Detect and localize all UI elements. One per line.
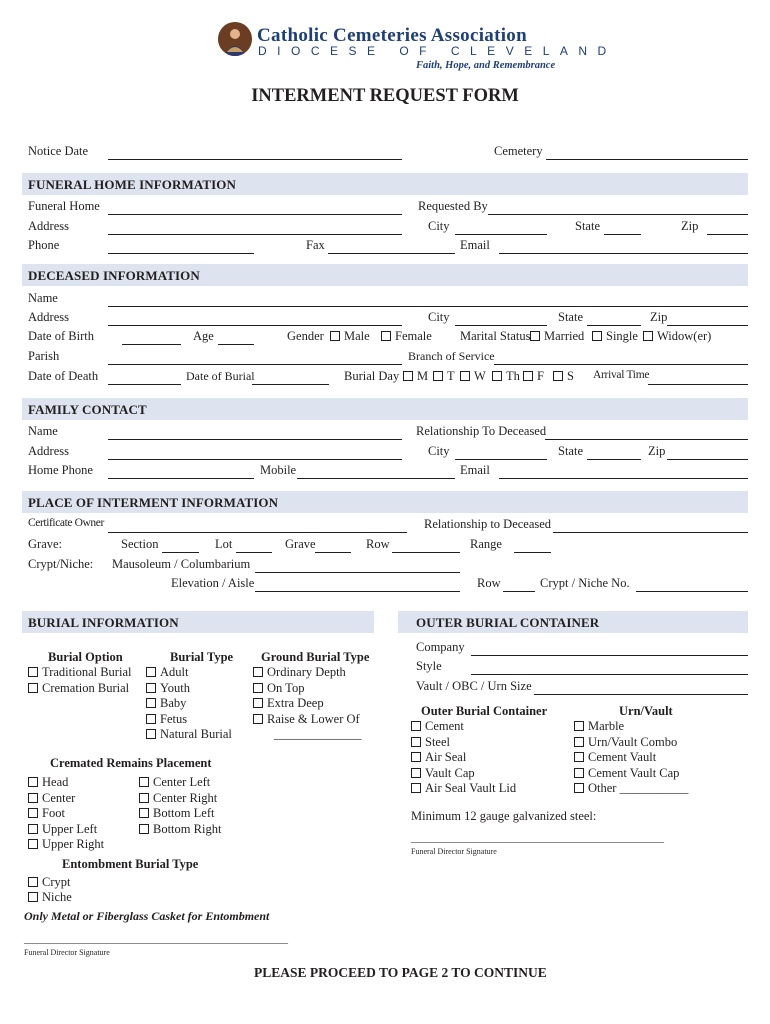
- entomb-heading: Entombment Burial Type: [62, 857, 199, 871]
- checkbox-icon[interactable]: [433, 371, 443, 381]
- cemetery-field[interactable]: [546, 159, 748, 160]
- checkbox-icon[interactable]: [28, 808, 38, 818]
- entomb-crypt[interactable]: Crypt: [28, 876, 70, 889]
- dec-city-label: City: [428, 310, 450, 324]
- marital-married-option[interactable]: Married: [530, 330, 584, 343]
- cert-owner-label: Certificate Owner: [28, 517, 104, 529]
- type-fetus[interactable]: Fetus: [146, 713, 187, 726]
- checkbox-icon[interactable]: [574, 752, 584, 762]
- urn-cement-vault-cap[interactable]: Cement Vault Cap: [574, 767, 679, 780]
- checkbox-icon[interactable]: [330, 331, 340, 341]
- funeral-home-field[interactable]: [108, 214, 402, 215]
- org-subtitle: DIOCESE OF CLEVELAND: [258, 44, 617, 58]
- dec-gender-label: Gender: [287, 329, 324, 343]
- marital-single-option[interactable]: Single: [592, 330, 638, 343]
- dec-marital-label: Marital Status: [460, 329, 531, 343]
- mausoleum-field[interactable]: [255, 572, 460, 573]
- crypt-no-field[interactable]: [636, 591, 748, 592]
- madonna-portrait-icon: [218, 22, 252, 56]
- burial-day-t[interactable]: T: [433, 370, 455, 383]
- fam-mobile-label: Mobile: [260, 463, 297, 477]
- container-vaultcap[interactable]: Vault Cap: [411, 767, 475, 780]
- checkbox-icon[interactable]: [139, 793, 149, 803]
- cremated-heading: Cremated Remains Placement: [50, 756, 212, 770]
- burial-heading: BURIAL INFORMATION: [28, 615, 179, 630]
- fam-city-field[interactable]: [455, 459, 547, 460]
- fh-fax-label: Fax: [306, 238, 325, 252]
- checkbox-icon[interactable]: [28, 793, 38, 803]
- type-adult[interactable]: Adult: [146, 666, 188, 679]
- fh-address-field[interactable]: [108, 234, 402, 235]
- dec-branch-label: Branch of Service: [408, 349, 495, 363]
- checkbox-icon[interactable]: [28, 877, 38, 887]
- checkbox-icon[interactable]: [146, 729, 156, 739]
- fam-state-label: State: [558, 444, 583, 458]
- company-label: Company: [416, 640, 465, 654]
- dec-zip-label: Zip: [650, 310, 668, 324]
- urn-heading: Urn/Vault: [619, 704, 673, 718]
- int-relationship-label: Relationship to Deceased: [424, 517, 552, 531]
- fh-state-label: State: [575, 219, 600, 233]
- fam-phone-field[interactable]: [108, 478, 254, 479]
- org-name: Catholic Cemeteries Association: [257, 25, 527, 46]
- fam-relationship-label: Relationship To Deceased: [416, 424, 547, 438]
- marital-widow-option[interactable]: Widow(er): [643, 330, 711, 343]
- dec-zip-field[interactable]: [667, 325, 748, 326]
- row-label: Row: [366, 537, 390, 551]
- checkbox-icon[interactable]: [411, 768, 421, 778]
- container-heading: Outer Burial Container: [421, 704, 548, 718]
- checkbox-icon[interactable]: [574, 721, 584, 731]
- burial-day-s[interactable]: S: [553, 370, 574, 383]
- checkbox-icon[interactable]: [28, 824, 38, 834]
- fam-email-field[interactable]: [499, 478, 748, 479]
- fam-zip-field[interactable]: [667, 459, 748, 460]
- checkbox-icon[interactable]: [146, 698, 156, 708]
- page-title: INTERMENT REQUEST FORM: [251, 86, 519, 106]
- checkbox-icon[interactable]: [643, 331, 653, 341]
- cremated-bottom-left[interactable]: Bottom Left: [139, 807, 214, 820]
- cemetery-label: Cemetery: [494, 144, 543, 158]
- checkbox-icon[interactable]: [28, 892, 38, 902]
- grave2-label: Grave: [285, 537, 316, 551]
- fam-phone-label: Home Phone: [28, 463, 93, 477]
- ground-raiselower[interactable]: Raise & Lower Of: [253, 713, 360, 726]
- fam-email-label: Email: [460, 463, 490, 477]
- notice-date-label: Notice Date: [28, 144, 89, 158]
- container-airseal[interactable]: Air Seal: [411, 751, 466, 764]
- fh-email-label: Email: [460, 238, 490, 252]
- urn-cement-vault[interactable]: Cement Vault: [574, 751, 656, 764]
- checkbox-icon[interactable]: [492, 371, 502, 381]
- fh-address-label: Address: [28, 219, 69, 233]
- funeral-home-label: Funeral Home: [28, 199, 100, 213]
- dec-dod-label: Date of Death: [28, 369, 99, 383]
- fh-state-field[interactable]: [604, 234, 641, 235]
- outer-signature-field[interactable]: ______________________________________________: [411, 832, 664, 844]
- checkbox-icon[interactable]: [146, 714, 156, 724]
- cremated-upper-left[interactable]: Upper Left: [28, 823, 97, 836]
- continue-note: PLEASE PROCEED TO PAGE 2 TO CONTINUE: [254, 965, 547, 980]
- checkbox-icon[interactable]: [28, 683, 38, 693]
- dec-dod-field[interactable]: [108, 384, 181, 385]
- requested-by-label: Requested By: [418, 199, 488, 213]
- dec-age-field[interactable]: [218, 344, 254, 345]
- org-tagline: Faith, Hope, and Remembrance: [416, 60, 556, 71]
- burial-type-heading: Burial Type: [170, 650, 234, 664]
- dec-burial-day-label: Burial Day: [344, 369, 400, 383]
- dec-burial-date-label: Date of Burial: [186, 369, 255, 383]
- checkbox-icon[interactable]: [574, 737, 584, 747]
- urn-combo[interactable]: Urn/Vault Combo: [574, 736, 677, 749]
- checkbox-icon[interactable]: [411, 783, 421, 793]
- deceased-heading: DECEASED INFORMATION: [28, 268, 200, 283]
- outer-heading: OUTER BURIAL CONTAINER: [416, 615, 600, 630]
- dec-dob-field[interactable]: [122, 344, 181, 345]
- checkbox-icon[interactable]: [253, 714, 263, 724]
- fam-zip-label: Zip: [648, 444, 666, 458]
- ground-ordinary[interactable]: Ordinary Depth: [253, 666, 346, 679]
- dec-state-field[interactable]: [587, 325, 641, 326]
- container-airseal-lid[interactable]: Air Seal Vault Lid: [411, 782, 516, 795]
- fam-relationship-field[interactable]: [545, 439, 748, 440]
- ground-extradeep[interactable]: Extra Deep: [253, 697, 324, 710]
- lot-label: Lot: [215, 537, 233, 551]
- fam-name-label: Name: [28, 424, 58, 438]
- checkbox-icon[interactable]: [403, 371, 413, 381]
- lot-field[interactable]: [236, 552, 272, 553]
- fam-name-field[interactable]: [108, 439, 402, 440]
- interment-heading: PLACE OF INTERMENT INFORMATION: [28, 495, 279, 510]
- company-field[interactable]: [471, 655, 748, 656]
- dec-name-field[interactable]: [108, 306, 748, 307]
- fam-state-field[interactable]: [587, 459, 641, 460]
- checkbox-icon[interactable]: [253, 667, 263, 677]
- funeral-home-heading: FUNERAL HOME INFORMATION: [28, 177, 236, 192]
- checkbox-icon[interactable]: [574, 768, 584, 778]
- urn-other[interactable]: Other ___________: [574, 782, 688, 795]
- burial-day-m[interactable]: M: [403, 370, 428, 383]
- ground-type-heading: Ground Burial Type: [261, 650, 370, 664]
- option-cremation[interactable]: Cremation Burial: [28, 682, 129, 695]
- grave-label: Grave:: [28, 537, 63, 551]
- checkbox-icon[interactable]: [28, 839, 38, 849]
- fh-zip-label: Zip: [681, 219, 699, 233]
- burial-day-w[interactable]: W: [460, 370, 486, 383]
- dec-burial-date-field[interactable]: [252, 384, 329, 385]
- mausoleum-label: Mausoleum / Columbarium: [112, 557, 251, 571]
- style-field[interactable]: [471, 674, 748, 675]
- fh-email-field[interactable]: [499, 253, 748, 254]
- checkbox-icon[interactable]: [592, 331, 602, 341]
- gender-male-option[interactable]: Male: [330, 330, 370, 343]
- range-field[interactable]: [514, 552, 551, 553]
- fh-city-field[interactable]: [455, 234, 547, 235]
- vault-size-label: Vault / OBC / Urn Size: [416, 679, 532, 693]
- checkbox-icon[interactable]: [139, 777, 149, 787]
- dec-name-label: Name: [28, 291, 58, 305]
- checkbox-icon[interactable]: [411, 737, 421, 747]
- checkbox-icon[interactable]: [530, 331, 540, 341]
- checkbox-icon[interactable]: [139, 824, 149, 834]
- section-field[interactable]: [162, 552, 199, 553]
- checkbox-icon[interactable]: [28, 777, 38, 787]
- range-label: Range: [470, 537, 502, 551]
- dec-address-field[interactable]: [108, 325, 402, 326]
- dec-parish-field[interactable]: [108, 364, 402, 365]
- dec-parish-label: Parish: [28, 349, 60, 363]
- fh-phone-label: Phone: [28, 238, 60, 252]
- checkbox-icon[interactable]: [460, 371, 470, 381]
- type-baby[interactable]: Baby: [146, 697, 186, 710]
- cremated-bottom-right[interactable]: Bottom Right: [139, 823, 221, 836]
- fh-city-label: City: [428, 219, 450, 233]
- container-cement[interactable]: Cement: [411, 720, 464, 733]
- checkbox-icon[interactable]: [523, 371, 533, 381]
- elevation-label: Elevation / Aisle: [171, 576, 255, 590]
- dec-dob-label: Date of Birth: [28, 329, 94, 343]
- row2-label: Row: [477, 576, 501, 590]
- cert-owner-field[interactable]: [108, 532, 407, 533]
- outer-signature-label: Funeral Director Signature: [411, 847, 497, 856]
- dec-state-label: State: [558, 310, 583, 324]
- burial-day-f[interactable]: F: [523, 370, 544, 383]
- urn-marble[interactable]: Marble: [574, 720, 624, 733]
- cremated-foot[interactable]: Foot: [28, 807, 65, 820]
- checkbox-icon[interactable]: [553, 371, 563, 381]
- entomb-note: Only Metal or Fiberglass Casket for Entombment: [24, 909, 270, 923]
- burial-day-th[interactable]: Th: [492, 370, 520, 383]
- gauge-note: Minimum 12 gauge galvanized steel:: [411, 809, 597, 823]
- style-label: Style: [416, 659, 442, 673]
- dec-address-label: Address: [28, 310, 69, 324]
- checkbox-icon[interactable]: [139, 808, 149, 818]
- elevation-field[interactable]: [255, 591, 460, 592]
- entomb-niche[interactable]: Niche: [28, 891, 72, 904]
- checkbox-icon[interactable]: [411, 752, 421, 762]
- checkbox-icon[interactable]: [28, 667, 38, 677]
- section-label: Section: [121, 537, 159, 551]
- type-natural[interactable]: Natural Burial: [146, 728, 232, 741]
- fam-address-field[interactable]: [108, 459, 402, 460]
- checkbox-icon[interactable]: [253, 698, 263, 708]
- ground-ontop[interactable]: On Top: [253, 682, 304, 695]
- dec-city-field[interactable]: [455, 325, 547, 326]
- cremated-upper-right[interactable]: Upper Right: [28, 838, 104, 851]
- checkbox-icon[interactable]: [253, 683, 263, 693]
- fh-phone-field[interactable]: [108, 253, 254, 254]
- checkbox-icon[interactable]: [574, 783, 584, 793]
- crypt-no-label: Crypt / Niche No.: [540, 576, 630, 590]
- option-traditional[interactable]: Traditional Burial: [28, 666, 131, 679]
- vault-size-field[interactable]: [534, 694, 748, 695]
- dec-arrival-field[interactable]: [648, 384, 748, 385]
- burial-option-heading: Burial Option: [48, 650, 123, 664]
- family-heading: FAMILY CONTACT: [28, 402, 147, 417]
- fam-city-label: City: [428, 444, 450, 458]
- int-relationship-field[interactable]: [553, 532, 748, 533]
- cremated-center-left[interactable]: Center Left: [139, 776, 210, 789]
- cremated-center-right[interactable]: Center Right: [139, 792, 217, 805]
- checkbox-icon[interactable]: [146, 683, 156, 693]
- dec-age-label: Age: [193, 329, 214, 343]
- ground-raiselower-field[interactable]: ______________: [274, 727, 362, 741]
- fh-zip-field[interactable]: [707, 234, 748, 235]
- fam-mobile-field[interactable]: [297, 478, 455, 479]
- row2-field[interactable]: [503, 591, 535, 592]
- checkbox-icon[interactable]: [381, 331, 391, 341]
- notice-date-field[interactable]: [108, 159, 402, 160]
- dec-arrival-label: Arrival Time: [593, 369, 650, 381]
- cremated-center[interactable]: Center: [28, 792, 75, 805]
- fam-address-label: Address: [28, 444, 69, 458]
- cremated-head[interactable]: Head: [28, 776, 68, 789]
- row-field[interactable]: [392, 552, 460, 553]
- fh-fax-field[interactable]: [328, 253, 455, 254]
- gender-female-option[interactable]: Female: [381, 330, 432, 343]
- type-youth[interactable]: Youth: [146, 682, 190, 695]
- crypt-niche-label: Crypt/Niche:: [28, 557, 94, 571]
- dec-branch-field[interactable]: [494, 364, 748, 365]
- burial-signature-field[interactable]: ________________________________________________: [24, 933, 288, 945]
- grave-field[interactable]: [315, 552, 351, 553]
- burial-signature-label: Funeral Director Signature: [24, 948, 110, 957]
- requested-by-field[interactable]: [488, 214, 748, 215]
- container-steel[interactable]: Steel: [411, 736, 450, 749]
- checkbox-icon[interactable]: [411, 721, 421, 731]
- checkbox-icon[interactable]: [146, 667, 156, 677]
